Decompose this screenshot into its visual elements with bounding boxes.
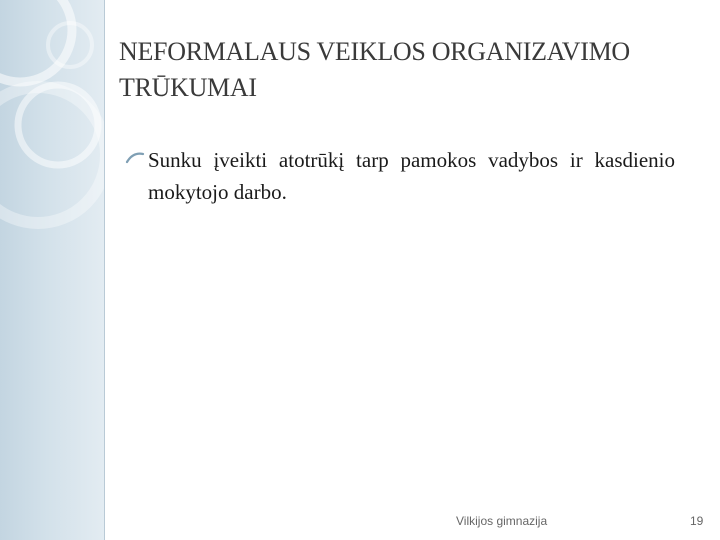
- bullet-text: Sunku įveikti atotrūkį tarp pamokos vadybos ir kasdienio mokytojo darbo.: [148, 148, 675, 204]
- slide-body: [125, 144, 675, 208]
- decorative-circles: [0, 0, 105, 540]
- slide-title-line-1: NEFORMALAUS VEIKLOS ORGANIZAVIMO: [119, 37, 630, 66]
- slide-title: [119, 34, 699, 106]
- bullet-item: [125, 144, 675, 208]
- side-panel-edge: [104, 0, 105, 540]
- footer-school-name: Vilkijos gimnazija: [456, 514, 548, 528]
- curved-bullet-icon: [125, 148, 145, 168]
- slide-title-line-2: TRŪKUMAI: [119, 73, 257, 102]
- slide-page-number: 19: [690, 514, 704, 528]
- decorative-side-panel: [0, 0, 105, 540]
